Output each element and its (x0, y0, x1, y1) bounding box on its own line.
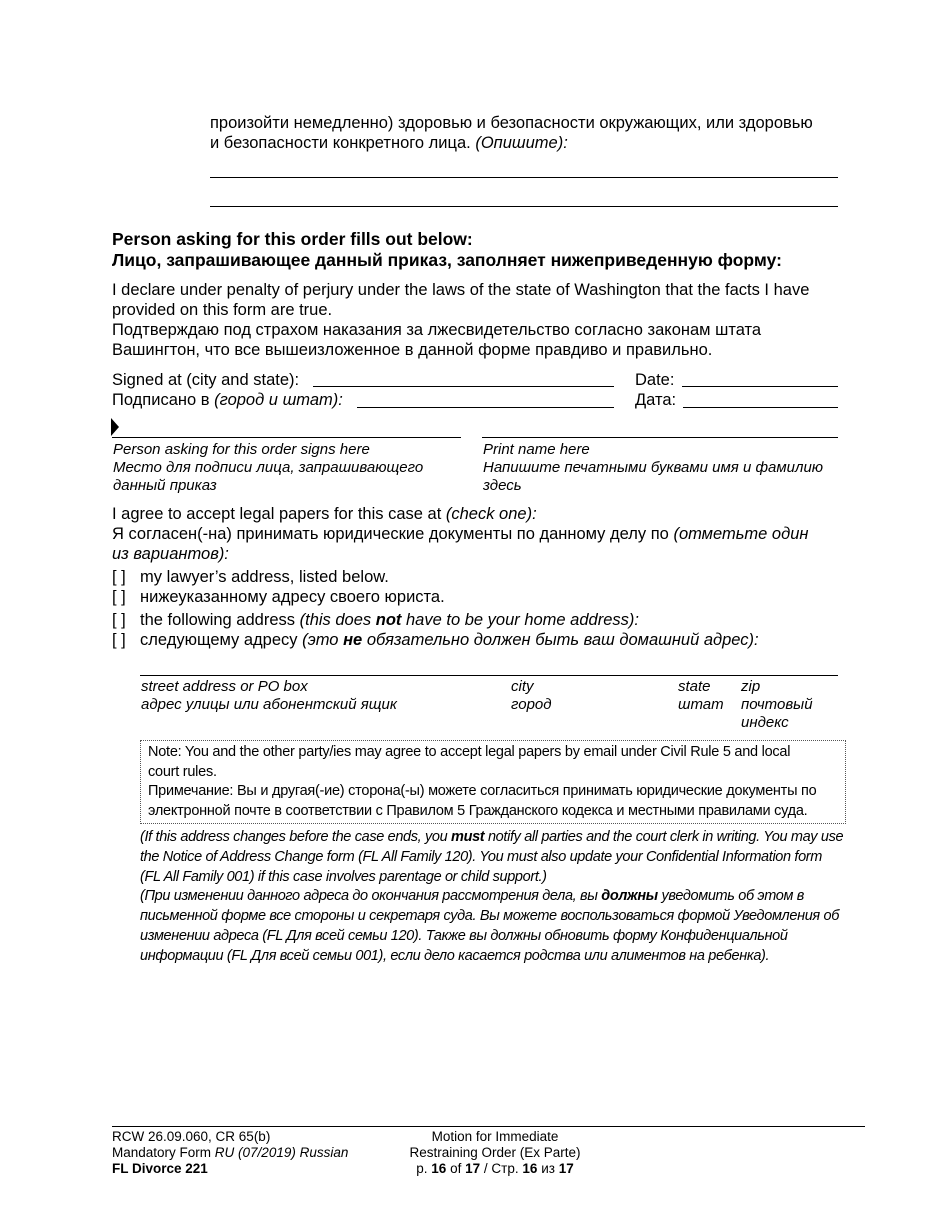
describe-line-1[interactable] (210, 177, 838, 178)
footer-rule (112, 1126, 865, 1127)
address-line[interactable] (140, 675, 838, 676)
date-label: Date: (635, 371, 675, 389)
city-label: city город (511, 678, 552, 713)
option-lawyer-en[interactable]: [ ] my lawyer’s address, listed below. (112, 568, 389, 586)
date-line[interactable] (682, 386, 838, 387)
footer-center: Motion for Immediate Restraining Order (Ex Parte) p. 16 of 17 / Стр. 16 из 17 (390, 1129, 600, 1177)
signed-at-label-ru: Подписано в (город и штат): (112, 391, 343, 409)
address-change-instructions (140, 828, 845, 967)
checkbox-following-ru[interactable]: [ ] (112, 631, 126, 649)
describe-label: (Опишите): (475, 134, 568, 152)
page-number: p. 16 of 17 / Стр. 16 из 17 (416, 1161, 574, 1176)
declaration-ru-2: Вашингтон, что все вышеизложенное в данной форме правдиво и правильно. (112, 341, 713, 359)
signature-line[interactable] (112, 437, 461, 438)
form-id: FL Divorce 221 (112, 1161, 208, 1176)
checkbox-lawyer[interactable]: [ ] (112, 568, 126, 586)
declaration-ru-1: Подтверждаю под страхом наказания за лжесвидетельство согласно законам штата (112, 321, 762, 339)
address-change-ru: (При изменении данного адреса до окончания рассмотрения дела, вы должны уведомить об этом в письменной форме все стороны и секретаря суда. Вы можете воспользоваться формой Уведомления об изменении адреса (FL Для всей семьи 120). Также вы должны обновить форму Конфиденциальной информации (FL Для всей семьи 001), если дело касается родства или алиментов на ребенка). (140, 888, 840, 964)
option-following-en[interactable]: [ ] the following address (this does not have to be your home address): (112, 611, 639, 629)
signature-caption: Person asking for this order signs here Место для подписи лица, запрашивающего данный приказ (113, 441, 424, 494)
option-lawyer-ru[interactable]: [ ] нижеуказанному адресу своего юриста. (112, 588, 445, 606)
intro-line-2: и безопасности конкретного лица. (Опишите): (210, 134, 568, 152)
sign-here-arrow-icon (111, 418, 119, 436)
zip-label: zip почтовый индекс (741, 678, 813, 731)
declaration (112, 280, 842, 360)
declaration-en-2: provided on this form are true. (112, 301, 333, 319)
date-label-ru: Дата: (635, 391, 677, 409)
describe-line-2[interactable] (210, 206, 838, 207)
checkbox-following[interactable]: [ ] (112, 611, 126, 629)
street-label: street address or PO box адрес улицы или абонентский ящик (141, 678, 397, 713)
intro-paragraph (210, 113, 850, 153)
print-name-caption: Print name here Напишите печатными буквами имя и фамилию здесь (483, 441, 824, 494)
section-heading (112, 229, 782, 271)
signed-at-label: Signed at (city and state): (112, 371, 300, 389)
heading-en: Person asking for this order fills out below: (112, 229, 473, 249)
accept-papers-text: I agree to accept legal papers for this case at (check one): Я согласен(-на) принимать юридические документы по данному делу по (отметьте один из вариантов): (112, 505, 809, 563)
date-line-ru[interactable] (683, 407, 838, 408)
address-change-en: (If this address changes before the case ends, you must notify all parties and the court clerk in writing. You may use the Notice of Address Change form (FL All Family 120). You must also update your Confidential Information form (FL All Family 001) if this case involves parentage or child support.) (140, 829, 844, 885)
footer-left: RCW 26.09.060, CR 65(b) Mandatory Form RU (07/2019) Russian FL Divorce 221 (112, 1129, 349, 1176)
signed-at-line[interactable] (313, 386, 614, 387)
email-note-box: Note: You and the other party/ies may agree to accept legal papers by email under Civil Rule 5 and local court rules. Примечание: Вы и другая(-ие) сторона(-ы) можете согласиться принимать юридические документы по электронной почте в соответствии с Правилом 5 Гражданского кодекса и местными правилами суда. (140, 740, 846, 824)
print-name-line[interactable] (482, 437, 838, 438)
signed-at-line-ru[interactable] (357, 407, 614, 408)
heading-ru: Лицо, запрашивающее данный приказ, заполняет нижеприведенную форму: (112, 250, 782, 270)
state-label: state штат (678, 678, 724, 713)
option-following-ru[interactable]: [ ] следующему адресу (это не обязательно должен быть ваш домашний адрес): (112, 631, 759, 649)
intro-line-1: произойти немедленно) здоровью и безопасности окружающих, или здоровью (210, 114, 813, 132)
address-options (112, 567, 852, 650)
checkbox-lawyer-ru[interactable]: [ ] (112, 588, 126, 606)
declaration-en-1: I declare under penalty of perjury under the laws of the state of Washington that the facts I have (112, 281, 810, 299)
